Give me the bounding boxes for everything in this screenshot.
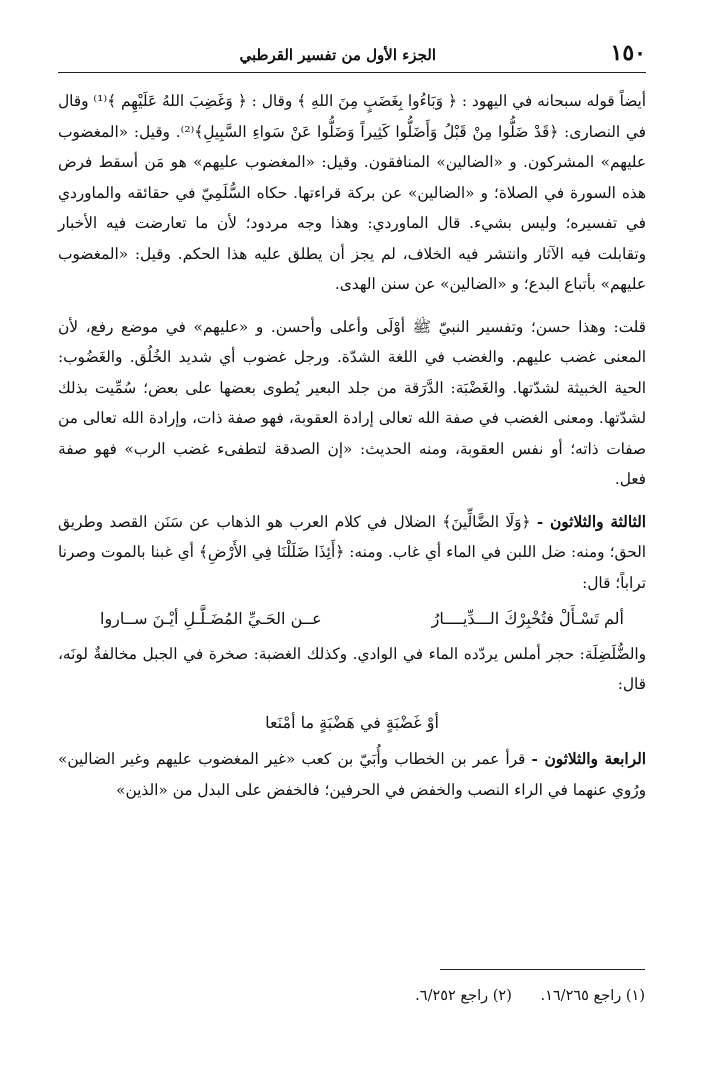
paragraph-4-text: والضُّلَضِلَة: حجر أملس يردّده الماء في الوادي. وكذلك الغضبة: صخرة في الجبل مخالفةٌ لونَه، قال: — [58, 644, 646, 693]
footnote-divider — [440, 969, 645, 970]
paragraph-3-text: ﴿وَلَا الضَّالِّينَ﴾ الضلال في كلام العرب هو الذهاب عن سَنَن القصد وطريق الحق؛ ومنه: ضل اللبن في الماء أي غاب. ومنه: ﴿أَئِذَا ضَلَلْنَا فِي الأَرْضِ﴾ أي غبنا بالموت وصرنا تراباً؛ قال: — [58, 512, 646, 592]
footnote-2: (٢) راجع ٦/٢٥٢. — [415, 988, 512, 1004]
paragraph-1 — [58, 86, 646, 300]
running-title: الجزء الأول من تفسير القرطبي — [239, 46, 436, 64]
paragraph-2 — [58, 312, 646, 495]
paragraph-5-text: قرأ عمر بن الخطاب وأُبَيّ بن كعب «غير المغضوب عليهم وغير الضالين» ورُوي عنهما في الراء النصب والخفض في الحرفين؛ فالخفض على البدل من «الذين» — [58, 750, 646, 799]
poem-verse-2: أوْ غَضْبَةٍ في هَضْبَةٍ ما أمْنَعا — [265, 712, 439, 732]
paragraph-1-text: أيضاً قوله سبحانه في اليهود : ﴿ وَبَاءُوا بِغَضَبٍ مِنَ اللهِ ﴾ وقال : ﴿ وَغَضِبَ اللهُ عَلَيْهِم ﴾⁽¹⁾ وقال في النصارى: ﴿قَدْ ضَلُّوا مِنْ قَبْلُ وَأَضَلُّوا كَثِيراً وَضَلُّوا عَنْ سَواءِ السَّبِيلِ﴾⁽²⁾. وقيل: «المغضوب عليهم» المشركون. و «الضالين» المنافقون. وقيل: «المغضوب عليهم» هو مَن أسقط فرض هذه السورة في الصلاة؛ و «الضالين» عن بركة قراءتها. حكاه السُّلَمِيّ في حقائقه والماوردي في تفسيره؛ وليس بشيء. قال الماوردي: وهذا وجه مردود؛ لأن ما تعارضت فيه الأخبار وتقابلت فيه الآثار وانتشر فيه الخلاف، لم يجز أن يطلق عليه هذا الحكم. وقيل: «المغضوب عليهم» بأتباع البدع؛ و «الضالين» عن سنن الهدى. — [58, 92, 647, 293]
section-heading-34: الرابعة والثلاثون - — [531, 750, 646, 768]
footnotes — [391, 988, 645, 1004]
paragraph-2-text: قلت: وهذا حسن؛ وتفسير النبيّ ﷺ أوْلَى وأعلى وأحسن. و «عليهم» في موضع رفع، لأن المعنى غضب عليهم. والغضب في اللغة الشدّة. ورجل غضوب أي شديد الخُلُق. والغَضُوب: الحية الخبيثة لشدّتها. والغَضْبَة: الدَّرَقة من جلد البعير يُطوى بعضها على بعض؛ سُمِّيت بذلك لشدّتها. ومعنى الغضب في صفة الله تعالى إرادة العقوبة، فهو صفة ذات، وإرادة الله تعالى من صفات ذاته؛ أو نفس العقوبة، ومنه الحديث: «إن الصدقة لتطفىء غضب الرب» فهو صفة فعل. — [58, 317, 646, 488]
section-heading-33: الثالثة والثلاثون - — [536, 512, 647, 531]
paragraph-4 — [58, 639, 646, 700]
paragraph-5 — [58, 744, 646, 805]
verse-1-left-hemistich: عــن الحَـيِّ المُضَـلَّـلِ أيْـنَ ســاروا — [100, 609, 322, 628]
body-text — [58, 86, 646, 805]
verse-1-right-hemistich: ألم تَسْـأَلْ فتُخْبِرْكَ الـــدِّيــــارُ — [431, 609, 624, 628]
page-number: ١٥٠ — [610, 40, 646, 66]
poem-verse-1 — [58, 604, 646, 635]
page-header — [58, 40, 646, 73]
paragraph-3 — [58, 507, 646, 599]
footnote-1: (١) راجع ١٦/٢٦٥. — [540, 988, 645, 1004]
